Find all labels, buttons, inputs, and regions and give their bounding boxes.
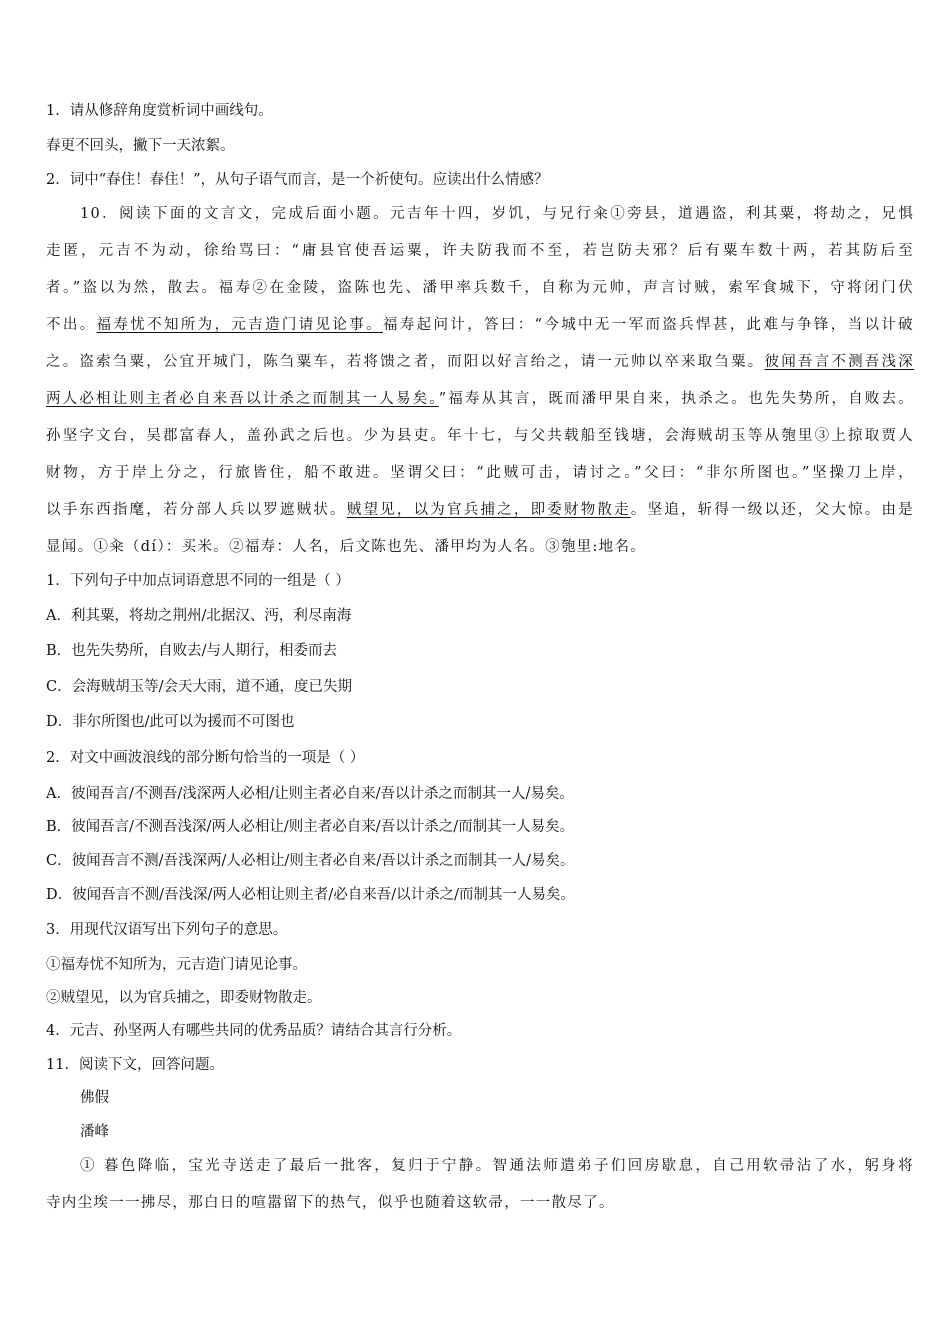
option-b: B．彼闻吾言/不测吾浅深/两人必相让/则主者必自来/吾以计杀之/而制其一人易矣。 — [46, 819, 575, 835]
translate-item-2: ②贼望见，以为官兵捕之，即委财物散走。 — [46, 990, 322, 1006]
passage-10-line: 不出。福寿忧不知所为，元吉造门请见论事。福寿起问计，答曰：“今城中无一军而盗兵悍甚，此难与争锋，当以计破 — [46, 317, 914, 333]
passage-10-line: 两人必相让则主者必自来吾以计杀之而制其一人易矣。”福寿从其言，既而潘甲果自来，执杀之。也先失势所，自败去。 — [46, 391, 914, 407]
passage-10-line: 10．阅读下面的文言文，完成后面小题。元吉年十四，岁饥，与兄行籴①旁县，道遇盗，利其粟，将劫之，兄惧 — [80, 206, 914, 222]
q10-3-question: 3．用现代汉语写出下列句子的意思。 — [46, 922, 288, 938]
q9-1-question: 1．请从修辞角度赏析词中画线句。 — [46, 103, 273, 119]
option-d: D．非尔所图也/此可以为援而不可图也 — [46, 714, 295, 730]
option-c: C．会海贼胡玉等/会天大雨，道不通，度已失期 — [46, 679, 352, 695]
passage-10-footnotes: 显闻。①籴（dí）：买米。②福寿：人名，后文陈也先、潘甲均为人名。③匏里:地名。 — [46, 539, 647, 555]
option-c: C．彼闻吾言不测/吾浅深两/人必相让/则主者必自来/吾以计杀之而制其一人/易矣。 — [46, 853, 575, 869]
option-a: A．彼闻吾言/不测吾/浅深两人必相/让则主者必自来/吾以计杀之而制其一人/易矣。 — [46, 786, 574, 802]
option-b: B．也先失势所，自败去/与人期行，相委而去 — [46, 643, 338, 659]
article-title: 佛假 — [80, 1090, 109, 1106]
q9-2-question: 2．词中“春住！春住！”，从句子语气而言，是一个祈使句。应读出什么情感？ — [46, 172, 549, 188]
wavy-underlined-sentence: 两人必相让则主者必自来吾以计杀之而制其一人易矣。 — [46, 391, 439, 407]
q11-heading: 11．阅读下文，回答问题。 — [46, 1057, 224, 1073]
q10-1-question: 1．下列句子中加点词语意思不同的一组是（ ） — [46, 573, 350, 589]
wavy-underlined-sentence: 彼闻吾言不测吾浅深 — [764, 354, 914, 370]
passage-10-line: 之。盗索刍粟，公宜开城门，陈刍粟车，若将馈之者，而阳以好言绐之，请一元帅以卒来取刍粟。彼闻吾言不测吾浅深 — [46, 354, 914, 370]
passage-10-line: 孙坚字文台，吴郡富春人，盖孙武之后也。少为县吏。年十七，与父共载船至钱塘，会海贼胡玉等从匏里③上掠取贾人 — [46, 428, 914, 444]
q10-4-question: 4．元吉、孙坚两人有哪些共同的优秀品质？请结合其言行分析。 — [46, 1023, 462, 1039]
underlined-sentence: 贼望见，以为官兵捕之，即委财物散走 — [346, 502, 631, 518]
passage-10-line: 财物，方于岸上分之，行旅皆住，船不敢进。坚谓父曰：“此贼可击，请讨之。”父曰：“非尔所图也。”坚操刀上岸， — [46, 465, 914, 481]
article-author: 潘峰 — [80, 1124, 109, 1140]
quoted-verse-line: 春更不回头，撇下一天浓絮。 — [46, 138, 235, 154]
passage-10-line: 走匿，元吉不为动，徐绐骂曰：“庸县官使吾运粟，许夫防我而不至，若岂防夫邪？后有粟车数十两，若其防后至 — [46, 243, 914, 259]
article-paragraph-line: 寺内尘埃一一拂尽，那白日的喧嚣留下的热气，似乎也随着这软帚，一一散尽了。 — [46, 1195, 615, 1211]
translate-item-1: ①福寿忧不知所为，元吉造门请见论事。 — [46, 957, 307, 973]
passage-10-line: 者。”盗以为然，散去。福寿②在金陵，盗陈也先、潘甲率兵数千，自称为元帅，声言讨贼，索军食城下，守将闭门伏 — [46, 280, 914, 296]
option-a: A．利其粟，将劫之荆州/北据汉、沔，利尽南海 — [46, 608, 352, 624]
underlined-sentence: 福寿忧不知所为，元吉造门请见论事。 — [96, 317, 383, 333]
q10-2-question: 2．对文中画波浪线的部分断句恰当的一项是（ ） — [46, 750, 365, 766]
option-d: D．彼闻吾言不测/吾浅深/两人必相让则主者/必自来吾/以计杀之/而制其一人易矣。 — [46, 887, 576, 903]
passage-10-line: 以手东西指麾，若分部人兵以罗遮贼状。贼望见，以为官兵捕之，即委财物散走。坚追，斩得一级以还，父大惊。由是 — [46, 502, 914, 518]
article-paragraph-line: ① 暮色降临，宝光寺送走了最后一批客，复归于宁静。智通法师遣弟子们回房歇息，自己用软帚沾了水，躬身将 — [80, 1158, 914, 1174]
